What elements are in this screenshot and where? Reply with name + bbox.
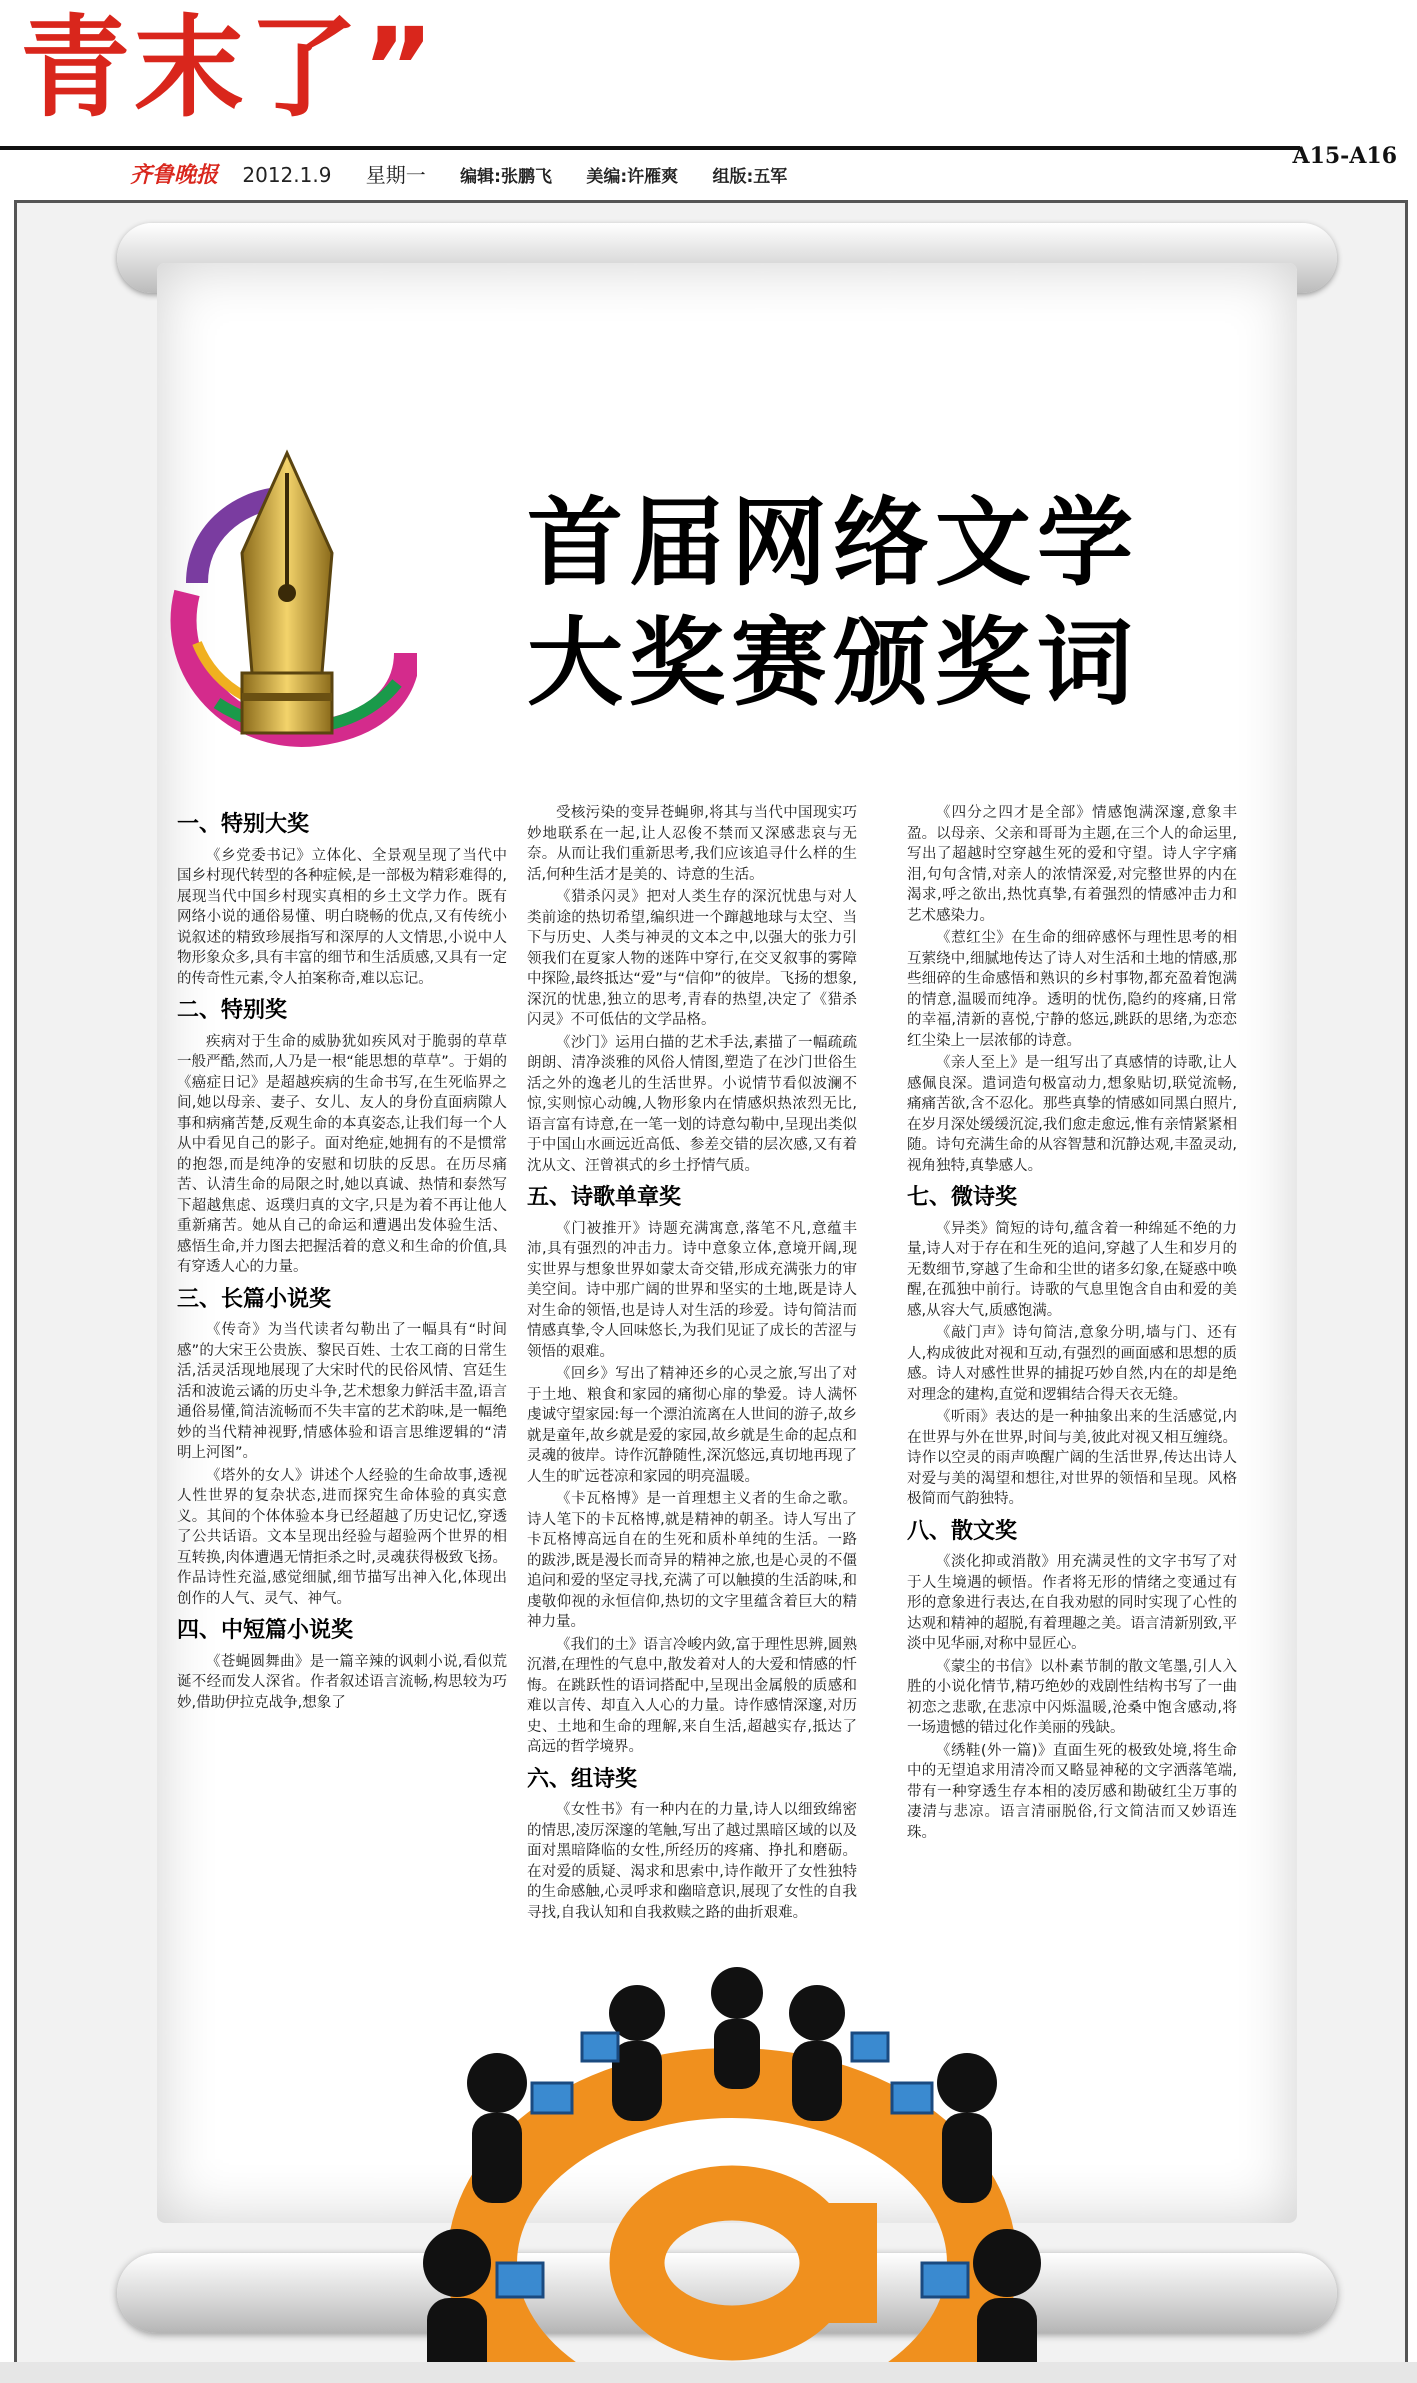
award-paragraph: 《蒙尘的书信》以朴素节制的散文笔墨,引人入胜的小说化情节,精巧绝妙的戏剧性结构书写了一曲初恋之悲歌,在悲凉中闪烁温暖,沧桑中饱含感动,将一场遗憾的错过化作美丽的残缺。 [907, 1658, 1237, 1736]
award-paragraph: 《我们的土》语言冷峻内敛,富于理性思辨,圆熟沉潜,在理性的气息中,散发着对人的大爱和情感的忏悔。在跳跃性的语词搭配中,呈现出金属般的质感和难以言传、却直入人心的力量。诗作感情深邃,对历史、土地和生命的理解,来自生活,超越实存,抵达了高远的哲学境界。 [527, 1636, 857, 1755]
award-paragraph: 《绣鞋(外一篇)》直面生死的极致处境,将生命中的无望追求用清冷而又略显神秘的文字洒落笔端,带有一种穿透生存本相的凌厉感和勘破红尘万事的凄清与悲凉。语言清丽脱俗,行文简洁而又妙语连珠。 [907, 1742, 1237, 1841]
column-3 [907, 803, 1237, 1845]
section-heading: 二、特别奖 [177, 998, 288, 1023]
header-rule [0, 146, 1300, 150]
award-paragraph: 《回乡》写出了精神还乡的心灵之旅,写出了对于土地、粮食和家园的痛彻心扉的挚爱。诗人满怀虔诚守望家园:每一个漂泊流离在人世间的游子,故乡就是童年,故乡就是爱的家园,故乡就是生命的起点和灵魂的彼岸。诗作沉静随性,深沉悠远,真切地再现了人生的旷远苍凉和家园的明亮温暖。 [527, 1366, 857, 1485]
section-heading: 一、特别大奖 [177, 812, 310, 837]
section-heading: 四、中短篇小说奖 [177, 1618, 354, 1643]
page-bottom-strip [0, 2362, 1417, 2383]
info-bar [130, 158, 815, 189]
page-title: 青末了” [20, 4, 439, 132]
pen-nib-logo-icon [157, 443, 417, 763]
award-paragraph: 《沙门》运用白描的艺术手法,素描了一幅疏疏朗朗、清净淡雅的风俗人情图,塑造了在沙门世俗生活之外的逸老儿的生活世界。小说情节看似波澜不惊,实则惊心动魄,人物形象内在情感炽热浓烈无比,语言富有诗意,在一笔一划的诗意勾勒中,呈现出类似于中国山水画远近高低、参差交错的层次感,又有着沈从文、汪曾祺式的乡土抒情气质。 [527, 1034, 857, 1174]
award-paragraph: 《乡党委书记》立体化、全景观呈现了当代中国乡村现代转型的各种症候,是一部极为精彩难得的,展现当代中国乡村现实真相的乡土文学力作。既有网络小说的通俗易懂、明白晓畅的优点,又有传统小说叙述的精致珍展指写和深厚的人文情思,小说中人物形象众多,具有丰富的细节和生活质感,又具有一定的传奇性元素,令人拍案称奇,难以忘记。 [177, 847, 507, 987]
content-frame [14, 200, 1408, 2368]
headline-line-2: 大奖赛颁奖词 [527, 607, 1139, 719]
issue-date: 2012.1.9 [242, 163, 332, 187]
award-paragraph: 《惹红尘》在生命的细碎感怀与理性思考的相互萦绕中,细腻地传达了诗人对生活和土地的情感,那些细碎的生命感悟和熟识的乡村事物,都充盈着饱满的情意,温暖而纯净。透明的忧伤,隐约的疼痛,日常的幸福,清新的喜悦,宁静的悠远,跳跃的思绪,为恋恋红尘染上一层浓郁的诗意。 [907, 930, 1237, 1049]
award-paragraph: 《卡瓦格博》是一首理想主义者的生命之歌。诗人笔下的卡瓦格博,就是精神的朝圣。诗人写出了卡瓦格博高远自在的生死和质朴单纯的生活。一路的跋涉,既是漫长而奇异的精神之旅,也是心灵的不僵追问和爱的坚定寻找,充满了可以触摸的生活韵味,和虔敬仰视的永恒信仰,热切的文字里蕴含着巨大的精神力量。 [527, 1491, 857, 1630]
award-paragraph: 《异类》简短的诗句,蕴含着一种绵延不绝的力量,诗人对于存在和生死的追问,穿越了人生和岁月的无数细节,穿越了生命和尘世的诸多幻象,在疑惑中唤醒,在孤独中前行。诗歌的气息里饱含自由和爱的美感,从容大气,质感饱满。 [907, 1220, 1237, 1319]
section-heading: 七、微诗奖 [907, 1185, 1018, 1210]
at-symbol-icon [482, 2083, 982, 2368]
award-paragraph: 《门被推开》诗题充满寓意,落笔不凡,意蕴丰沛,具有强烈的冲击力。诗中意象立体,意境开阔,现实世界与想象世界如蒙太奇交错,形成充满张力的审美空间。诗中那广阔的世界和坚实的土地,既是诗人对生命的领悟,也是诗人对生活的珍爱。诗句简洁而情感真挚,令人回味悠长,为我们见证了成长的苦涩与领悟的艰难。 [527, 1220, 857, 1360]
award-paragraph: 《塔外的女人》讲述个人经验的生命故事,透视人性世界的复杂状态,进而探究生命体验的真实意义。其间的个体体验本身已经超越了历史记忆,穿透了公共话语。文本呈现出经验与超验两个世界的相互转换,肉体遭遇无情拒杀之时,灵魂获得极致飞扬。作品诗性充溢,感觉细腻,细节描写出神入化,体现出创作的人气、灵气、神气。 [177, 1467, 507, 1607]
section-heading: 五、诗歌单章奖 [527, 1185, 682, 1210]
award-paragraph: 《听雨》表达的是一种抽象出来的生活感觉,内在世界与外在世界,时间与美,彼此对视又相互缠绕。诗作以空灵的雨声唤醒广阔的生活世界,传达出诗人对爱与美的渴望和想往,对世界的领悟和呈现。风格极简而气韵独特。 [907, 1409, 1237, 1507]
award-paragraph: 《亲人至上》是一组写出了真感情的诗歌,让人感佩良深。遣词造句极富动力,想象贴切,联觉流畅,痛痛苦欲,含不忍化。那些真挚的情感如同黑白照片,在岁月深处缓缓沉淀,我们愈走愈远,惟有亲情紧紧相随。诗句充满生命的从容智慧和沉静达观,丰盈灵动,视角独特,真挚感人。 [907, 1055, 1237, 1174]
section-heading: 三、长篇小说奖 [177, 1286, 332, 1312]
editor-credit: 编辑:张鹏飞 [460, 167, 552, 187]
headline [527, 483, 1287, 723]
section-heading: 六、组诗奖 [527, 1766, 638, 1792]
award-paragraph: 受核污染的变异苍蝇卵,将其与当代中国现实巧妙地联系在一起,让人忍俊不禁而又深感悲哀与无奈。从而让我们重新思考,我们应该追寻什么样的生活,何种生活才是美的、诗意的生活。 [527, 805, 857, 883]
column-2 [527, 803, 857, 1925]
section-heading: 八、散文奖 [907, 1518, 1018, 1544]
award-paragraph: 《四分之四才是全部》情感饱满深邃,意象丰盈。以母亲、父亲和哥哥为主题,在三个人的命运里,写出了超越时空穿越生死的爱和守望。诗人字字痛泪,句句含情,对亲人的浓情深爱,对完整世界的内在渴求,呼之欲出,热忱真挚,有着强烈的情感冲击力和艺术感染力。 [907, 805, 1237, 924]
at-sign-figures-illustration-icon [347, 1933, 1117, 2368]
award-paragraph: 《猎杀闪灵》把对人类生存的深沉忧患与对人类前途的热切希望,编织进一个蹿越地球与太空、当下与历史、人类与神灵的文本之中,以强大的张力引领我们在夏家人物的迷阵中穿行,在交叉叙事的雾障中探险,最终抵达“爱”与“信仰”的彼岸。飞扬的想象,深沉的忧患,独立的思考,青春的热望,决定了《猎杀闪灵》不可低估的文学品格。 [527, 889, 857, 1028]
award-paragraph: 《淡化抑或消散》用充满灵性的文字书写了对于人生境遇的顿悟。作者将无形的情绪之变通过有形的意象进行表达,在自我劝慰的同时实现了心性的达观和精神的超脱,有着理趣之美。语言清新别致,平淡中见华丽,对称中显匠心。 [907, 1554, 1237, 1652]
award-paragraph: 疾病对于生命的威胁犹如疾风对于脆弱的草草一般严酷,然而,人乃是一根“能思想的草草”。于娟的《癌症日记》是超越疾病的生命书写,在生死临界之间,她以母亲、妻子、女儿、友人的身份直面病隙人事和病痛苦楚,反观生命的本真姿态,让我们每一个人从中看见自己的影子。面对绝症,她拥有的不是惯常的抱怨,而是纯净的安慰和切肤的反思。在历尽痛苦、认清生命的局限之时,她以真诚、热情和泰然写下超越焦虑、返璞归真的文字,只是为着不再让他人重新痛苦。她从自己的命运和遭遇出发体验生活、感悟生命,并力图去把握活着的意义和生命的价值,具有穿透人心的力量。 [177, 1033, 507, 1275]
layout-credit: 组版:五军 [712, 167, 788, 187]
page-range: A15-A16 [1292, 143, 1397, 169]
designer-credit: 美编:许雁爽 [586, 167, 679, 187]
headline-line-1: 首届网络文学 [527, 487, 1139, 599]
masthead [0, 0, 1417, 169]
award-paragraph: 《敲门声》诗句简洁,意象分明,墙与门、还有人,构成彼此对视和互动,有强烈的画面感和思想的质感。诗人对感性世界的捕捉巧妙自然,内在的却是绝对理念的建构,直觉和逻辑结合得天衣无缝。 [907, 1325, 1237, 1403]
award-paragraph: 《传奇》为当代读者勾勒出了一幅具有“时间感”的大宋王公贵族、黎民百姓、士农工商的日常生活,活灵活现地展现了大宋时代的民俗风情、宫廷生活和波诡云谲的历史斗争,艺术想象力鲜活丰盈,语言通俗易懂,简洁流畅而不失丰富的艺术韵味,是一幅绝妙的当代精神视野,情感体验和语言思维逻辑的“清明上河图”。 [177, 1322, 507, 1461]
paper-name: 齐鲁晚报 [130, 163, 219, 188]
award-paragraph: 《苍蝇圆舞曲》是一篇辛辣的讽刺小说,看似荒诞不经而发人深省。作者叙述语言流畅,构思较为巧妙,借助伊拉克战争,想象了 [177, 1653, 507, 1711]
column-1 [177, 803, 507, 1715]
weekday: 星期一 [365, 163, 426, 187]
award-paragraph: 《女性书》有一种内在的力量,诗人以细致绵密的情思,凌厉深邃的笔触,写出了越过黑暗区域的以及面对黑暗降临的女性,所经历的疼痛、挣扎和磨砺。在对爱的质疑、渴求和思索中,诗作敞开了女性独特的生命感触,心灵呼求和幽暗意识,展现了女性的自我寻找,自我认知和自我救赎之路的曲折艰难。 [527, 1802, 857, 1921]
